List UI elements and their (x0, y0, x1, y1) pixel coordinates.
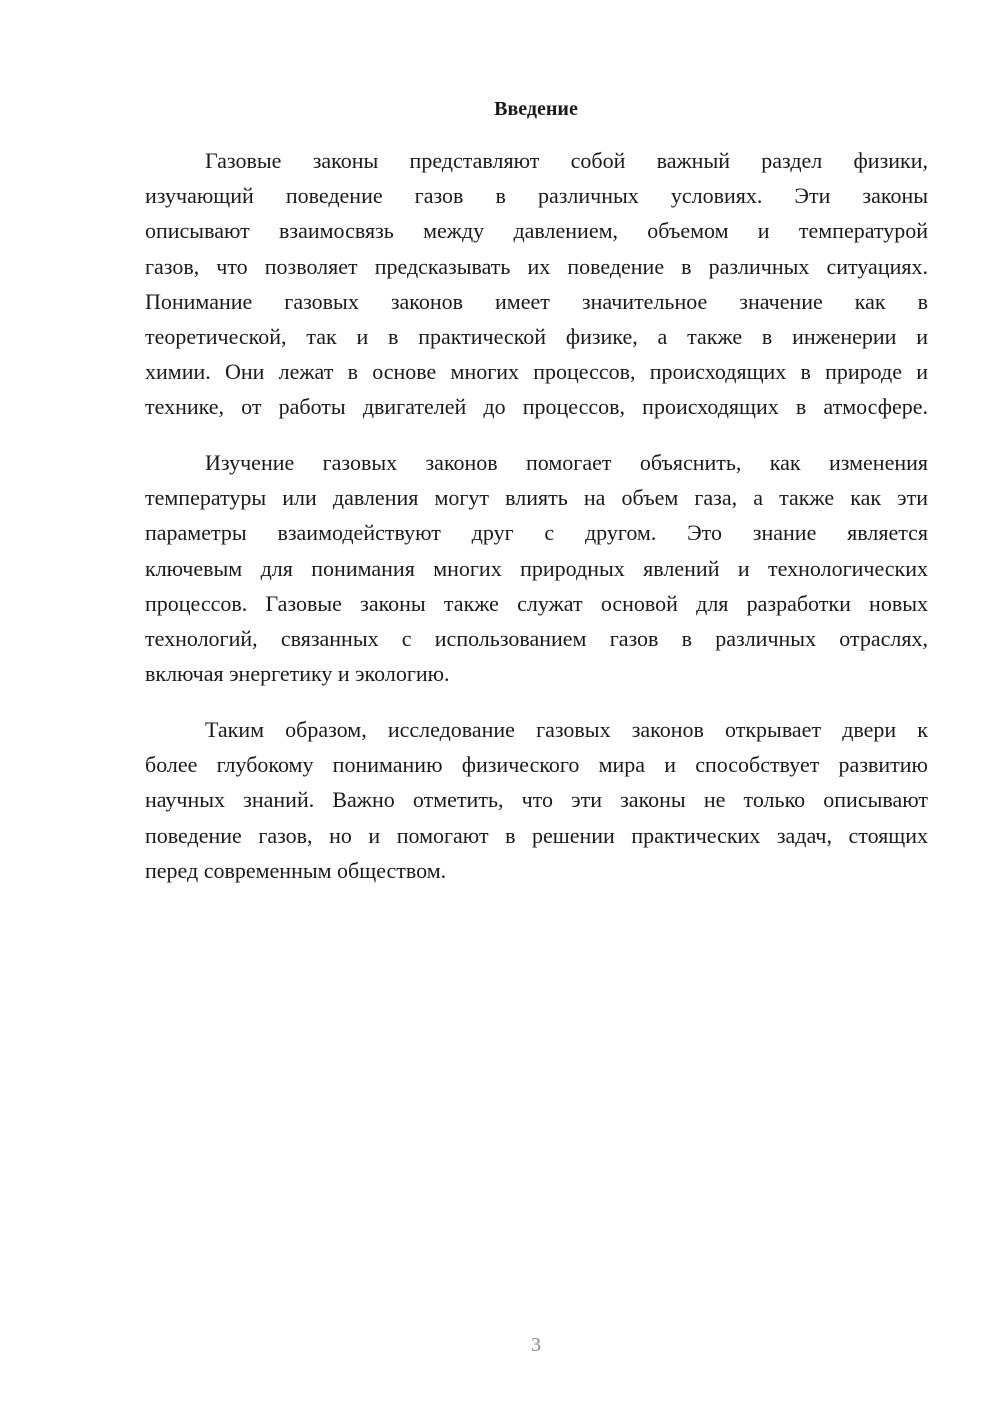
text-line: изучающий поведение газов в различных условиях. Эти законы (145, 183, 928, 209)
section-heading: Введение (494, 98, 578, 120)
paragraph-1 (145, 143, 928, 425)
text-line: Таким образом, исследование газовых законов открывает двери к (205, 717, 928, 742)
paragraph-2 (145, 445, 928, 691)
text-line: научных знаний. Важно отметить, что эти законы не только описывают (145, 787, 928, 813)
text-line: Изучение газовых законов помогает объяснить, как изменения (205, 450, 928, 475)
text-line: более глубокому пониманию физического мира и способствует развитию (145, 752, 928, 778)
page-number: 3 (531, 1334, 541, 1356)
text-line: параметры взаимодействуют друг с другом. Это знание является (145, 520, 928, 546)
text-line: Газовые законы представляют собой важный раздел физики, (205, 148, 928, 173)
text-line: температуры или давления могут влиять на объем газа, а также как эти (145, 485, 928, 511)
text-line: ключевым для понимания многих природных явлений и технологических (145, 555, 928, 581)
text-line: процессов. Газовые законы также служат основой для разработки новых (145, 590, 928, 616)
text-line: химии. Они лежат в основе многих процессов, происходящих в природе и (145, 359, 928, 385)
text-line: теоретической, так и в практической физике, а также в инженерии и (145, 323, 928, 349)
text-line: включая энергетику и экологию. (145, 661, 450, 687)
paragraph-3 (145, 712, 928, 888)
text-line: технике, от работы двигателей до процессов, происходящих в атмосфере. (145, 394, 928, 420)
text-line: Понимание газовых законов имеет значительное значение как в (145, 288, 928, 314)
text-line: технологий, связанных с использованием газов в различных отраслях, (145, 625, 928, 651)
text-line: описывают взаимосвязь между давлением, объемом и температурой (145, 218, 928, 244)
text-line: перед современным обществом. (145, 857, 447, 883)
text-line: газов, что позволяет предсказывать их поведение в различных ситуациях. (145, 253, 928, 279)
text-line: поведение газов, но и помогают в решении практических задач, стоящих (145, 822, 928, 848)
